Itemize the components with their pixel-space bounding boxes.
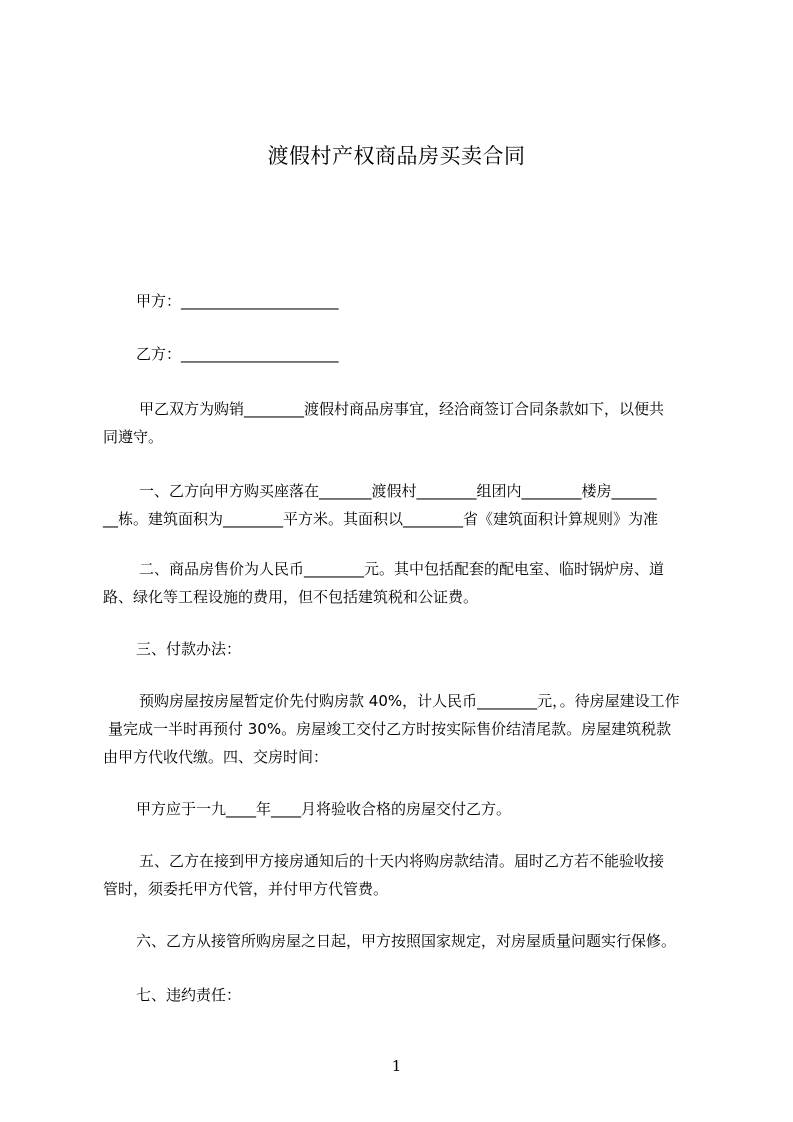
payment-line-2: 量完成一半时再预付 30%。房屋竣工交付乙方时按实际售价结清尾款。房屋建筑税款 xyxy=(108,720,672,738)
clause-5-line-1: 五、乙方在接到甲方接房通知后的十天内将购房款结清。届时乙方若不能验收接 xyxy=(139,852,665,870)
clause-6-line: 六、乙方从接管所购房屋之日起，甲方按照国家规定，对房屋质量问题实行保修。 xyxy=(136,932,677,950)
clause-5-line-2: 管时，须委托甲方代管，并付甲方代管费。 xyxy=(103,880,389,898)
document-title: 渡假村产权商品房买卖合同 xyxy=(267,144,526,168)
party-b-line: 乙方：_____________________ xyxy=(136,345,339,363)
page-number: 1 xyxy=(391,1057,402,1075)
intro-line-1: 甲乙双方为购销________渡假村商品房事宜，经洽商签订合同条款如下，以便共 xyxy=(139,400,665,418)
delivery-time-line: 甲方应于一九____年____月将验收合格的房屋交付乙方。 xyxy=(136,800,512,818)
clause-1-line-2: __栋。建筑面积为________平方米。其面积以________省《建筑面积计算规则》为准 xyxy=(103,510,659,528)
clause-2-line-1: 二、商品房售价为人民币________元。其中包括配套的配电室、临时锅炉房、道 xyxy=(139,560,665,578)
payment-line-1: 预购房屋按房屋暂定价先付购房款 40%，计人民币________元，。待房屋建设工作 xyxy=(139,692,680,710)
intro-line-2: 同遵守。 xyxy=(103,428,164,446)
clause-7-heading: 七、违约责任： xyxy=(136,986,242,1004)
clause-3-heading: 三、付款办法： xyxy=(136,640,242,658)
clause-1-line-1: 一、乙方向甲方购买座落在_______渡假村________组团内________楼房______ xyxy=(139,482,657,500)
payment-line-3: 由甲方代收代缴。四、交房时间： xyxy=(103,748,329,766)
clause-2-line-2: 路、绿化等工程设施的费用，但不包括建筑税和公证费。 xyxy=(103,588,479,606)
party-a-line: 甲方：_____________________ xyxy=(136,292,339,310)
